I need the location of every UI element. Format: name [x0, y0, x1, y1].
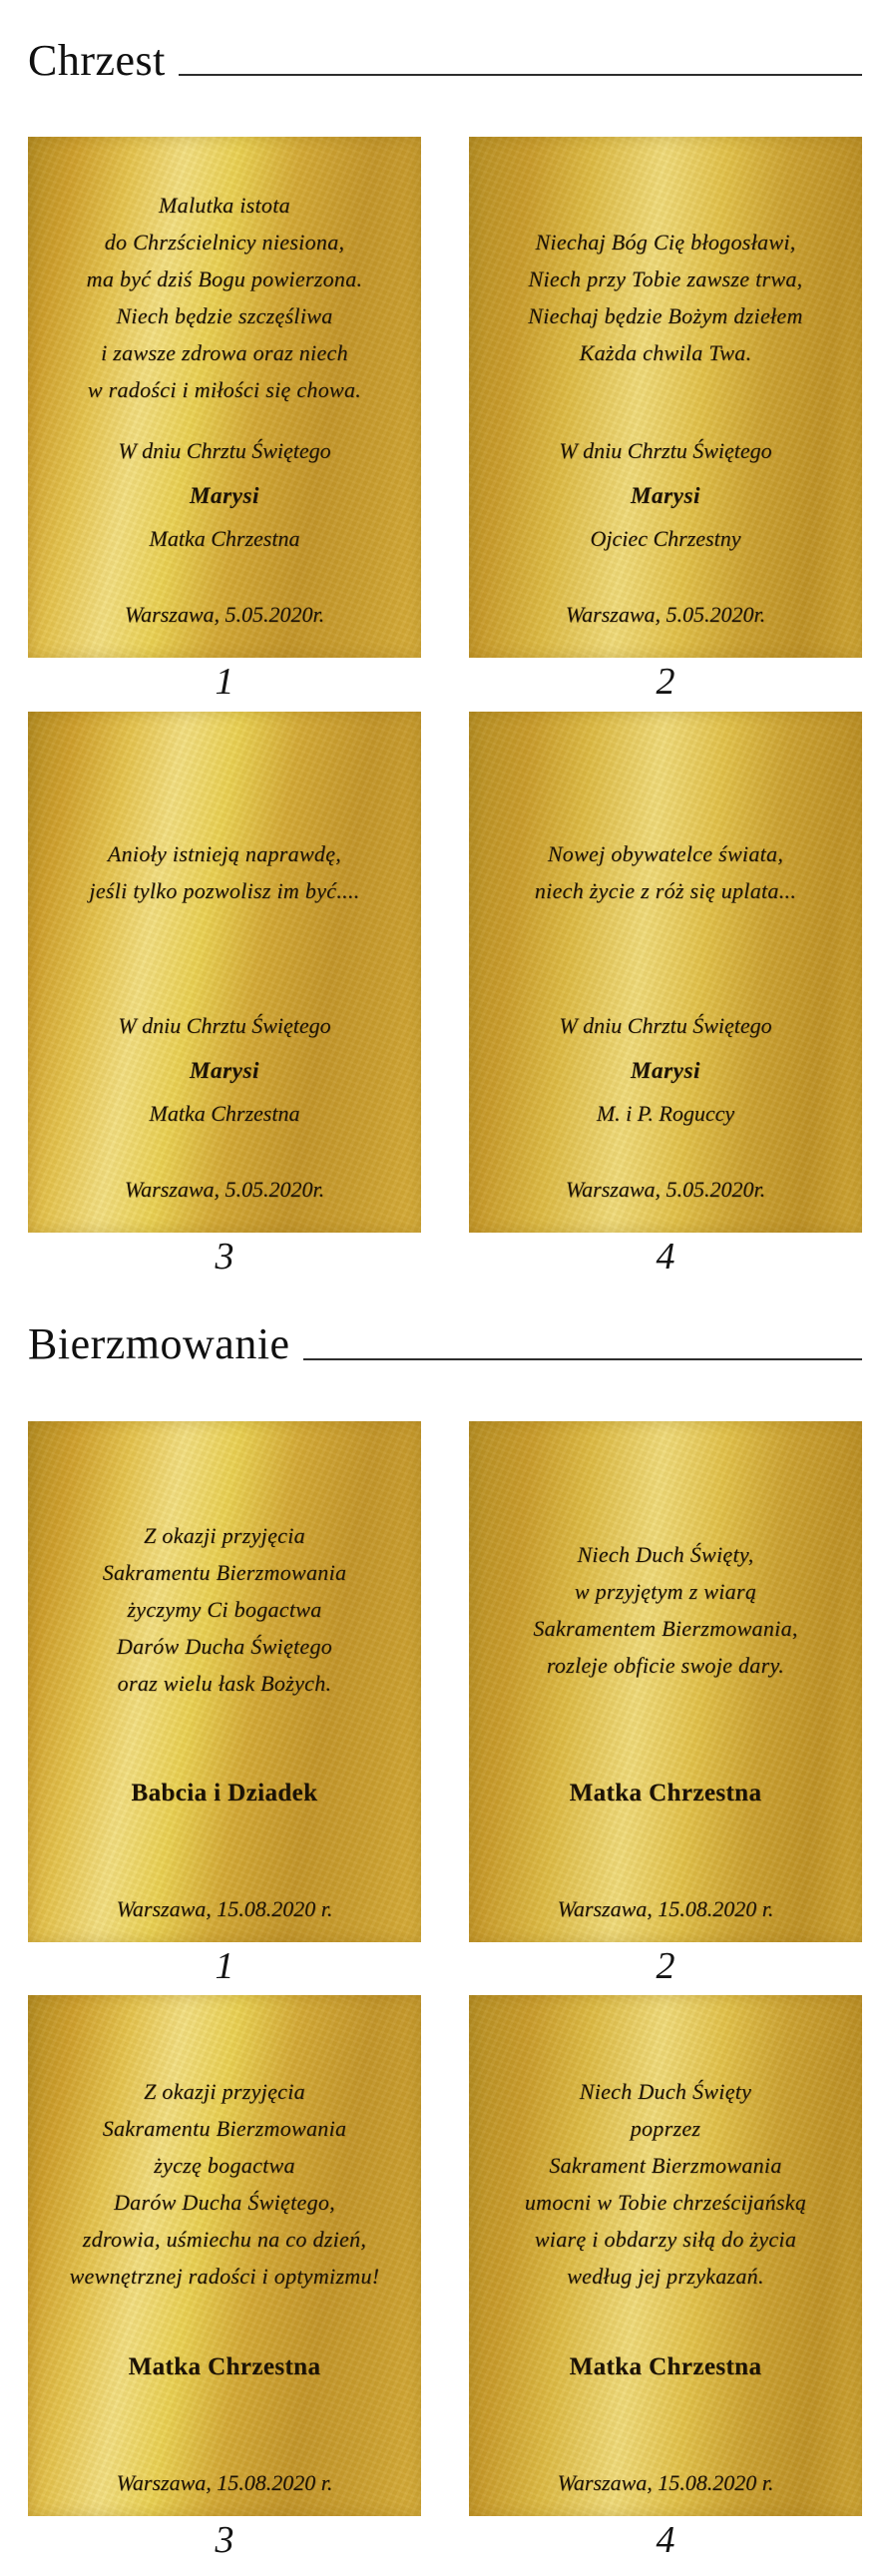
verse-line: Anioły istnieją naprawdę,: [107, 840, 342, 866]
verse-line: Sakramentem Bierzmowania,: [533, 1615, 798, 1641]
verse-area: [28, 1421, 421, 1777]
section-chrzest: [28, 36, 862, 1286]
date-line: Warszawa, 15.08.2020 r.: [116, 1895, 333, 1921]
plaque-item: [28, 712, 421, 1287]
recipient-name: Marysi: [189, 1057, 260, 1083]
plaque-item: [28, 137, 421, 712]
plaque-verse: [70, 2073, 380, 2295]
recipient-name: Marysi: [630, 483, 701, 509]
section-header: [28, 1319, 862, 1368]
giver-line: Matka Chrzestna: [149, 526, 300, 552]
verse-line: Sakramentu Bierzmowania: [102, 2116, 347, 2142]
verse-area: [469, 1421, 862, 1777]
plaque-number: 4: [656, 2519, 675, 2562]
sections-container: [28, 36, 862, 2570]
occasion-line: W dniu Chrztu Świętego: [118, 1012, 331, 1038]
page: [0, 36, 892, 2576]
verse-area: [28, 712, 421, 1011]
gold-plaque: [469, 1995, 862, 2516]
verse-line: Niech przy Tobie zawsze trwa,: [528, 266, 803, 292]
section-header: [28, 36, 862, 85]
plaque-verse: [525, 2073, 806, 2295]
verse-line: rozleje obficie swoje dary.: [546, 1652, 785, 1678]
verse-area: [469, 137, 862, 436]
verse-line: w przyjętym z wiarą: [574, 1578, 757, 1604]
plaque-dedication: [469, 1011, 862, 1129]
gold-plaque: [28, 137, 421, 658]
signature-line: Matka Chrzestna: [569, 1779, 762, 1806]
verse-line: poprzez: [630, 2116, 701, 2142]
plaque-dedication: [28, 1011, 421, 1129]
gold-plaque: [28, 1995, 421, 2516]
verse-line: w radości i miłości się chowa.: [87, 377, 362, 403]
section-bierzmowanie: [28, 1319, 862, 2569]
verse-area: [28, 1995, 421, 2350]
verse-line: ma być dziś Bogu powierzona.: [86, 266, 363, 292]
signature-line: Matka Chrzestna: [128, 2353, 321, 2381]
verse-line: i zawsze zdrowa oraz niech: [101, 340, 348, 366]
verse-line: życzę bogactwa: [154, 2153, 295, 2179]
cards-grid: [28, 137, 862, 1286]
plaque-item: [469, 712, 862, 1287]
plaque-item: [28, 1995, 421, 2570]
date-line: Warszawa, 5.05.2020r.: [565, 602, 766, 628]
plaque-verse: [528, 224, 802, 371]
giver-line: Ojciec Chrzestny: [590, 526, 741, 552]
verse-line: wiarę i obdarzy siłą do życia: [534, 2227, 797, 2253]
verse-line: oraz wielu łask Bożych.: [117, 1671, 332, 1697]
section-title: Chrzest: [28, 36, 166, 85]
section-header-rule: [303, 1358, 862, 1360]
giver-line: Matka Chrzestna: [149, 1100, 300, 1126]
cards-grid: [28, 1421, 862, 2570]
occasion-line: W dniu Chrztu Świętego: [118, 438, 331, 464]
date-line: Warszawa, 15.08.2020 r.: [557, 1895, 774, 1921]
verse-line: Niechaj będzie Bożym dziełem: [528, 303, 803, 329]
gold-plaque: [469, 1421, 862, 1942]
date-line: Warszawa, 5.05.2020r.: [124, 602, 325, 628]
plaque-number: 4: [656, 1235, 675, 1278]
verse-line: Z okazji przyjęcia: [144, 2079, 305, 2105]
plaque-verse: [533, 1536, 797, 1684]
gold-plaque: [28, 712, 421, 1233]
date-line: Warszawa, 5.05.2020r.: [565, 1176, 766, 1202]
plaque-verse: [87, 187, 363, 408]
verse-line: Niechaj Bóg Cię błogosławi,: [535, 230, 796, 256]
occasion-line: W dniu Chrztu Świętego: [559, 1012, 772, 1038]
signature-line: Babcia i Dziadek: [131, 1779, 318, 1806]
verse-line: Nowej obywatelce świata,: [547, 840, 784, 866]
verse-line: Niech Duch Święty: [579, 2079, 752, 2105]
occasion-line: W dniu Chrztu Świętego: [559, 438, 772, 464]
section-header-rule: [179, 74, 862, 76]
verse-area: [469, 712, 862, 1011]
plaque-item: [469, 1995, 862, 2570]
plaque-item: [469, 137, 862, 712]
plaque-dedication: [28, 436, 421, 554]
plaque-verse: [103, 1517, 347, 1702]
verse-line: Darów Ducha Świętego: [116, 1634, 333, 1660]
verse-area: [469, 1995, 862, 2350]
verse-line: Niech będzie szczęśliwa: [116, 303, 333, 329]
verse-line: według jej przykazań.: [567, 2264, 764, 2290]
recipient-name: Marysi: [189, 483, 260, 509]
plaque-number: 2: [656, 1944, 675, 1987]
date-line: Warszawa, 15.08.2020 r.: [116, 2470, 333, 2496]
verse-line: Z okazji przyjęcia: [144, 1523, 305, 1549]
giver-line: M. i P. Roguccy: [596, 1100, 735, 1126]
verse-line: jeśli tylko pozwolisz im być....: [89, 877, 360, 903]
gold-plaque: [469, 137, 862, 658]
verse-line: Sakrament Bierzmowania: [549, 2153, 782, 2179]
verse-line: umocni w Tobie chrześcijańską: [524, 2190, 807, 2216]
plaque-number: 3: [215, 1235, 234, 1278]
recipient-name: Marysi: [630, 1057, 701, 1083]
verse-line: Darów Ducha Świętego,: [113, 2190, 335, 2216]
plaque-number: 3: [215, 2519, 234, 2562]
gold-plaque: [28, 1421, 421, 1942]
signature-line: Matka Chrzestna: [569, 2353, 762, 2381]
plaque-number: 1: [215, 661, 234, 704]
plaque-number: 1: [215, 1944, 234, 1987]
verse-line: do Chrzścielnicy niesiona,: [104, 230, 345, 256]
section-title: Bierzmowanie: [28, 1319, 290, 1369]
verse-line: wewnętrznej radości i optymizmu!: [69, 2264, 380, 2290]
gold-plaque: [469, 712, 862, 1233]
plaque-item: [469, 1421, 862, 1996]
plaque-dedication: [469, 436, 862, 554]
verse-line: niech życie z róż się uplata...: [534, 877, 797, 903]
verse-line: Sakramentu Bierzmowania: [102, 1560, 347, 1586]
plaque-verse: [89, 835, 359, 909]
verse-area: [28, 137, 421, 436]
plaque-item: [28, 1421, 421, 1996]
verse-line: Każda chwila Twa.: [579, 340, 752, 366]
verse-line: Malutka istota: [159, 193, 290, 219]
plaque-verse: [535, 835, 796, 909]
date-line: Warszawa, 5.05.2020r.: [124, 1176, 325, 1202]
verse-line: zdrowia, uśmiechu na co dzień,: [82, 2227, 367, 2253]
verse-line: życzymy Ci bogactwa: [127, 1597, 322, 1623]
date-line: Warszawa, 15.08.2020 r.: [557, 2470, 774, 2496]
verse-line: Niech Duch Święty,: [577, 1541, 754, 1567]
plaque-number: 2: [656, 661, 675, 704]
